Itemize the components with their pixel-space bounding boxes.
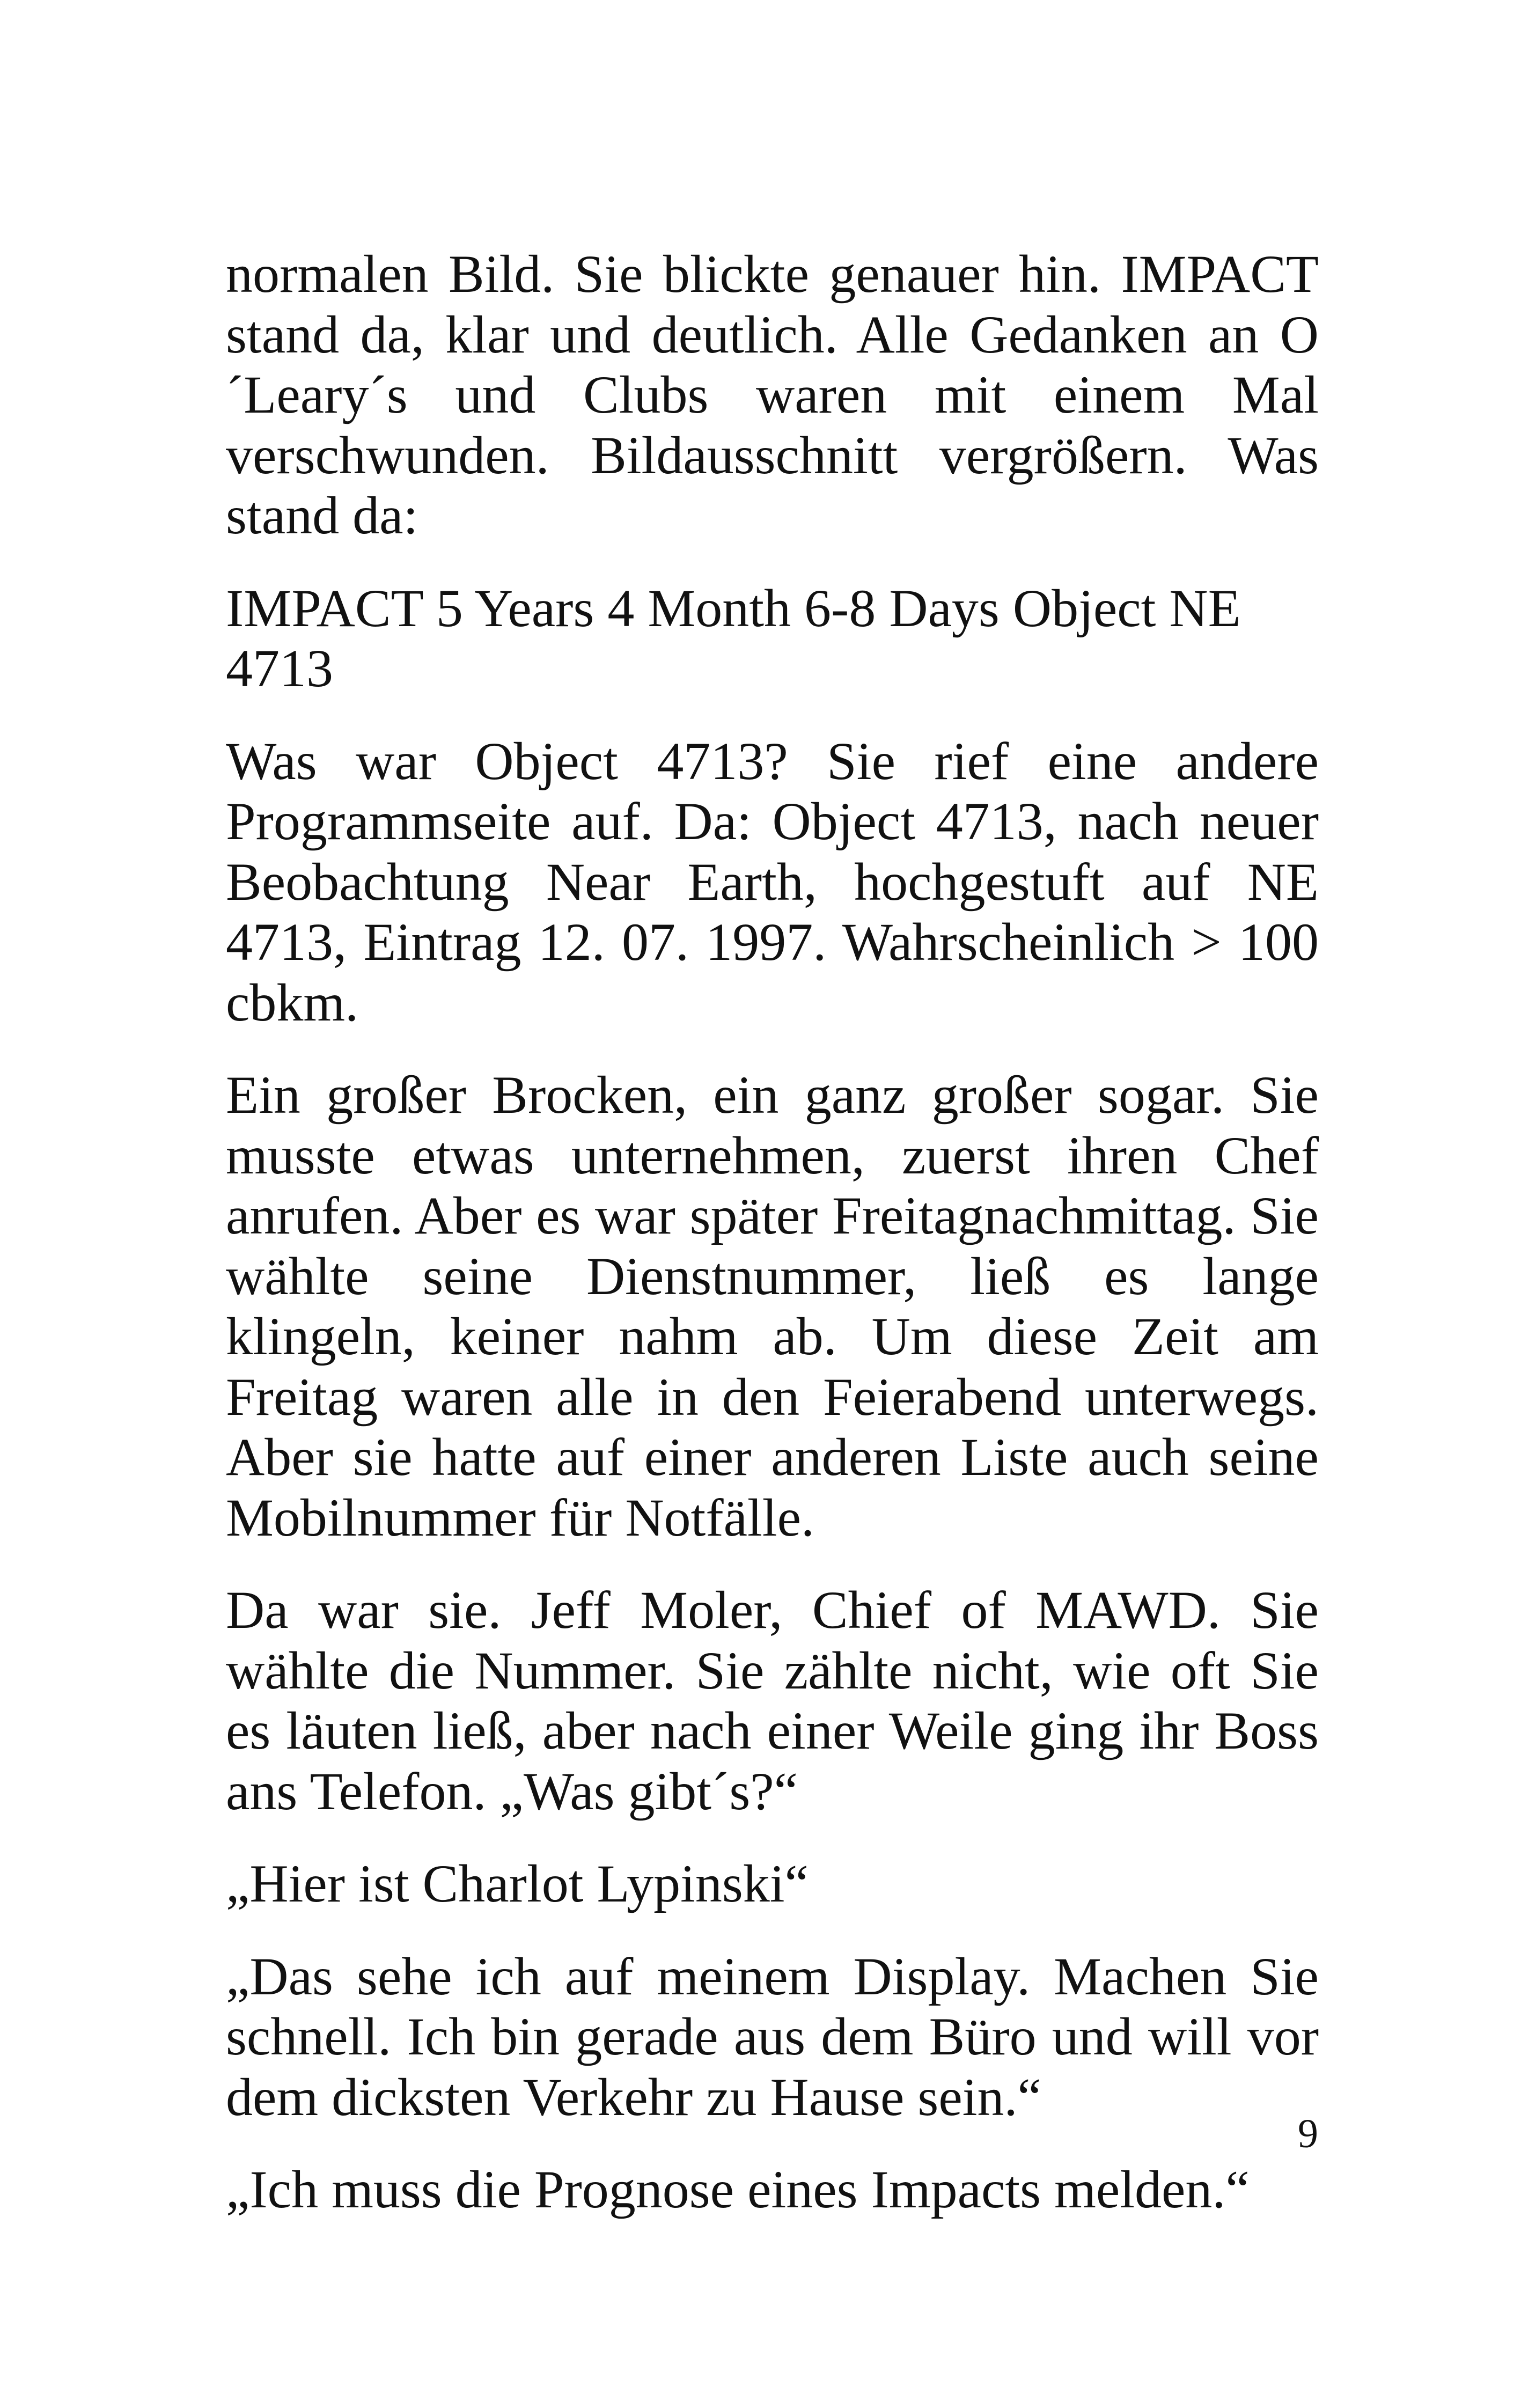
body-text: [226, 244, 1319, 2252]
paragraph-dialogue-impact: „Ich muss die Prognose eines Impacts melden.“: [226, 2160, 1250, 2219]
paragraph-dialogue-lypinski: „Hier ist Charlot Lypinski“: [226, 1854, 809, 1913]
page-number: 9: [1298, 2111, 1318, 2156]
paragraph-big-chunk: Ein großer Brocken, ein ganz großer sogar. Sie musste etwas unternehmen, zuerst ihren Chef anrufen. Aber es war später Freitagnachmittag. Sie wählte seine Dienstnummer, ließ es lange klingeln, keiner nahm ab. Um diese Zeit am Freitag waren alle in den Feierabend unterwegs. Aber sie hatte auf einer anderen Liste auch seine Mobilnummer für Notfälle.: [226, 1065, 1319, 1547]
paragraph-jeff-moler: Da war sie. Jeff Moler, Chief of MAWD. Sie wählte die Nummer. Sie zählte nicht, wie oft Sie es läuten ließ, aber nach einer Weile ging ihr Boss ans Telefon. „Was gibt´s?“: [226, 1580, 1319, 1821]
paragraph-impact-line: IMPACT 5 Years 4 Month 6-8 Days Object NE 4713: [226, 578, 1241, 698]
paragraph-dialogue-display: „Das sehe ich auf meinem Display. Machen Sie schnell. Ich bin gerade aus dem Büro und will vor dem dicksten Verkehr zu Hause sein.“: [226, 1946, 1319, 2127]
paragraph-intro: normalen Bild. Sie blickte genauer hin. IMPACT stand da, klar und deutlich. Alle Gedanken an O´Leary´s und Clubs waren mit einem Mal verschwunden. Bildausschnitt vergrößern. Was stand da:: [226, 244, 1319, 545]
paragraph-object-4713: Was war Object 4713? Sie rief eine andere Programmseite auf. Da: Object 4713, nach neuer Beobachtung Near Earth, hochgestuft auf NE 4713, Eintrag 12. 07. 1997. Wahrscheinlich > 100 cbkm.: [226, 731, 1319, 1032]
